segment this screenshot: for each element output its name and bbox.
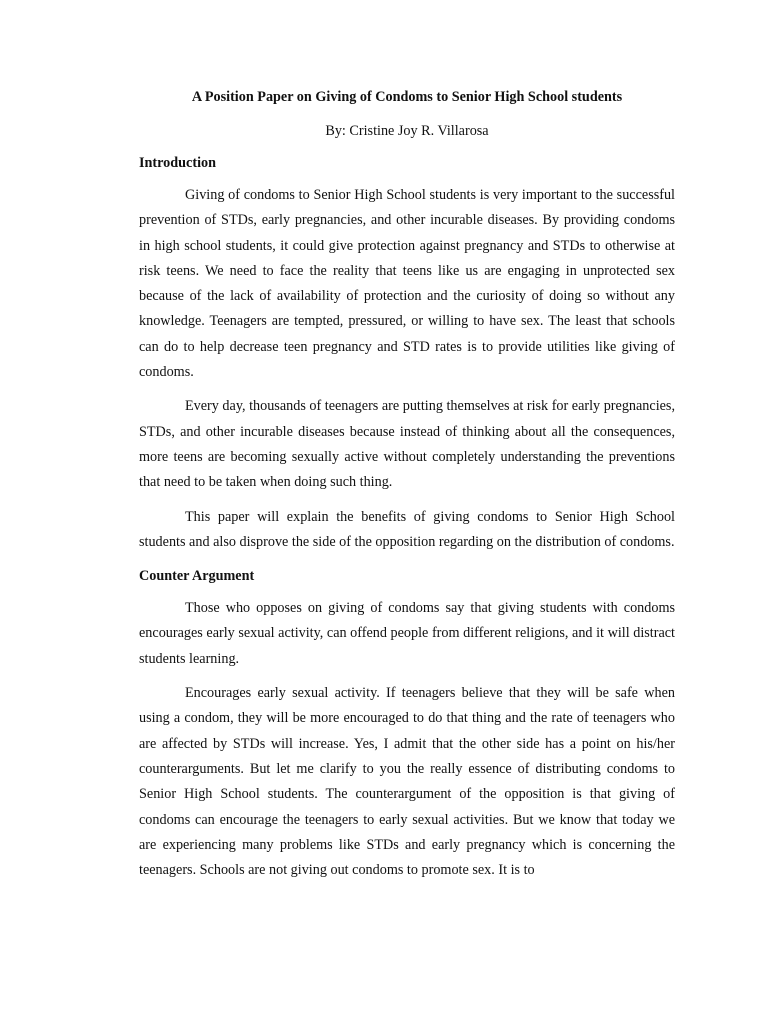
counter-argument-paragraph-2: Encourages early sexual activity. If teenagers believe that they will be safe when using a condom, they will be more encouraged to do that thing and the rate of teenagers who are affected by STDs will increase. Yes, I admit that the other side has a point on his/her counterarguments. But let me clarify to you the really essence of distributing condoms to Senior High School students. The counterargument of the opposition is that giving of condoms can encourage the teenagers to early sexual activities. But we know that today we are experiencing many problems like STDs and early pregnancy which is concerning the teenagers. Schools are not giving out condoms to promote sex. It is to (139, 685, 675, 879)
introduction-paragraph-3: This paper will explain the benefits of giving condoms to Senior High School students and also disprove the side of the opposition regarding on the distribution of condoms. (139, 508, 675, 550)
counter-argument-paragraph-1: Those who opposes on giving of condoms say that giving students with condoms encourages early sexual activity, can offend people from different religions, and it will distract students learning. (139, 600, 675, 667)
document-page (139, 86, 675, 883)
document-title: A Position Paper on Giving of Condoms to Senior High School students (191, 89, 623, 105)
introduction-paragraph-1: Giving of condoms to Senior High School students is very important to the successful prevention of STDs, early pregnancies, and other incurable diseases. By providing condoms in high school students, it could give protection against pregnancy and STDs to otherwise at risk teens. We need to face the reality that teens like us are engaging in unprotected sex because of the lack of availability of protection and the curiosity of doing so without any knowledge. Teenagers are tempted, pressured, or willing to have sex. The least that schools can do to help decrease teen pregnancy and STD rates is to provide utilities like giving of condoms. (139, 187, 675, 381)
section-heading-counter-argument: Counter Argument (139, 568, 255, 585)
author-byline: By: Cristine Joy R. Villarosa (325, 123, 489, 139)
section-heading-introduction: Introduction (139, 155, 216, 171)
introduction-paragraph-2: Every day, thousands of teenagers are putting themselves at risk for early pregnancies, STDs, and other incurable diseases because instead of thinking about all the consequences, more teens are becoming sexually active without completely understanding the preventions that need to be taken when doing such thing. (139, 398, 675, 491)
